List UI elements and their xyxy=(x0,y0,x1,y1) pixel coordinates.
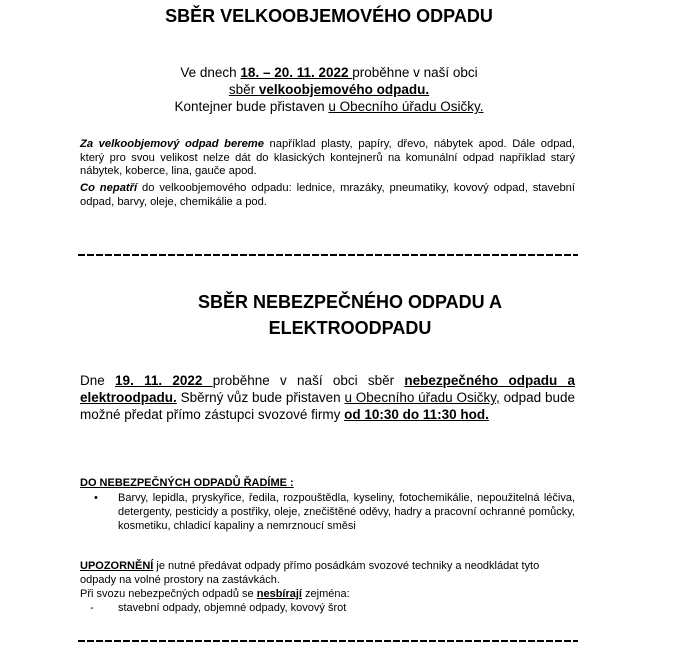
divider-2 xyxy=(78,640,578,642)
section2-title-line1: SBĚR NEBEZPEČNÉHO ODPADU A xyxy=(197,292,503,312)
section1-date-line: Ve dnech 18. – 20. 11. 2022 proběhne v naší obci xyxy=(180,65,478,80)
hazardous-list-item: Barvy, lepidla, pryskyřice, ředila, rozpouštědla, kyseliny, fotochemikálie, nepoužitelná léčiva, detergenty, pesticidy a postřiky, oleje, znečištěné oděvy, hadry a pracovní ochranné pomůcky, kosmetiku, chladicí kapaliny a nemrznoucí směsi xyxy=(118,492,575,532)
section1-location: u Obecního úřadu Osičky. xyxy=(328,99,484,114)
section1-location-line: Kontejner bude přistaven u Obecního úřadu Osičky. xyxy=(174,99,484,114)
not-collected-line: Při svozu nebezpečných odpadů se nesbírají zejména: xyxy=(80,588,350,600)
section1-reject-paragraph: Co nepatří do velkoobjemového odpadu: lednice, mrazáky, pneumatiky, kovový odpad, stavební odpad, barvy, oleje, chemikálie a pod. xyxy=(80,182,575,208)
section1-date: 18. – 20. 11. 2022 xyxy=(240,65,353,80)
section1-waste-type: velkoobjemového odpadu. xyxy=(258,82,430,97)
section2-title-line2: ELEKTROODPADU xyxy=(268,318,432,338)
hazardous-list-heading: DO NEBEZPEČNÝCH ODPADŮ ŘADÍME : xyxy=(80,477,294,489)
warning-paragraph: UPOZORNĚNÍ je nutné předávat odpady přímo posádkám svozové techniky a neodkládat tyto odpady na volné prostory na zastávkách. xyxy=(80,560,540,586)
hazardous-list xyxy=(80,491,575,533)
divider-1 xyxy=(78,254,578,256)
bullet-icon: • xyxy=(94,492,98,504)
section2-paragraph: Dne 19. 11. 2022 proběhne v naší obci sběr nebezpečného odpadu a elektroodpadu. Sběrný vůz bude přistaven u Obecního úřadu Osičky, odpad bude možné předat přímo zástupci svozové firmy od 10:30 do 11:30 hod. xyxy=(80,373,575,422)
section1-title: SBĚR VELKOOBJEMOVÉHO ODPADU xyxy=(165,6,493,26)
dash-marker: - xyxy=(90,602,94,614)
section2-date: 19. 11. 2022 xyxy=(115,373,213,388)
not-collected-item: - stavební odpady, objemné odpady, kovový šrot xyxy=(90,602,347,614)
section2-waste-type: nebezpečného odpadu a elektroodpadu. xyxy=(80,373,575,405)
section1-collection-line: sběr velkoobjemového odpadu. xyxy=(228,82,430,97)
section1-accept-paragraph: Za velkoobjemový odpad bereme například plasty, papíry, dřevo, nábytek apod. Dále odpad, který pro svou velikost nelze dát do klasických kontejnerů na komunální odpad například starý nábytek, koberce, lina, gauče apod. xyxy=(80,138,575,178)
section2-location: u Obecního úřadu Osičky, xyxy=(344,390,500,405)
section2-time: od 10:30 do 11:30 hod. xyxy=(344,407,489,422)
